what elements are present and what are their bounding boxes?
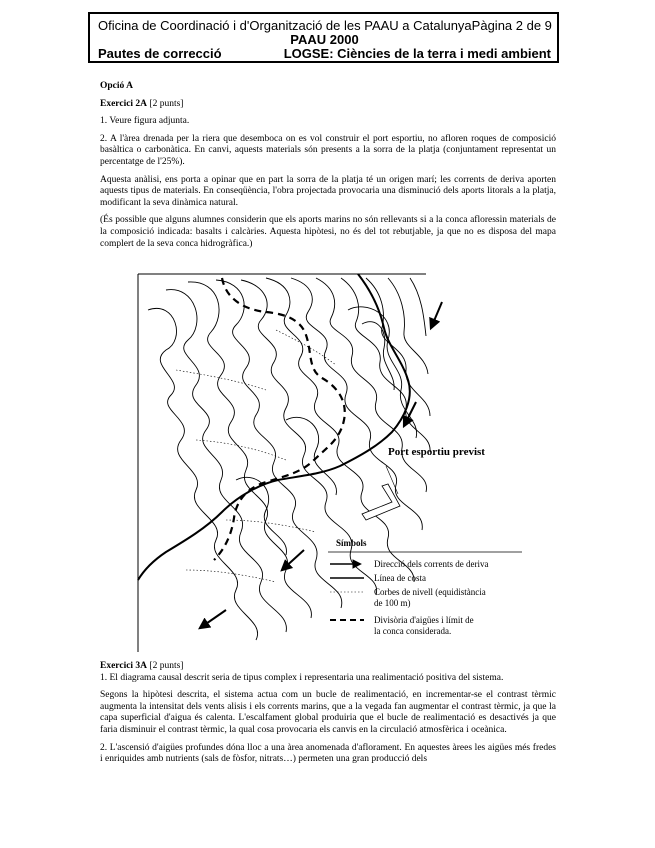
exam-header <box>88 12 559 63</box>
legend-item-divide: Divisòria d'aigües i límit de <box>374 615 474 625</box>
exercise-2a-points: [2 punts] <box>149 98 184 109</box>
drainage-divide-line <box>214 278 345 560</box>
exercise-2a-paragraph-3: Aquesta anàlisi, ens porta a opinar que en part la sorra de la platja té un origen marí; les corrents de deriva aporten aquests tipus de materials. En conseqüència, l'obra projectada provocaria una disminució dels aports litorals a la platja, modificant la seva dinàmica natural. <box>100 174 556 208</box>
legend-title: Símbols <box>336 538 367 548</box>
planned-port-structure <box>362 484 400 520</box>
exercise-2a-heading <box>100 99 556 111</box>
legend-item-contours: Corbes de nivell (equidistància <box>374 587 486 597</box>
exercise-2a-paragraph-1: 1. Veure figura adjunta. <box>100 116 190 127</box>
legend-item-drift: Direcció dels corrents de deriva <box>374 559 489 569</box>
header-row-bottom <box>98 47 551 61</box>
exercise-3a-paragraph-3: 2. L'ascensió d'aigües profundes dóna lloc a una àrea anomenada d'aflorament. En aquestes àrees les aigües més fredes i enriquides amb nutrients (sals de fòsfor, nitrats…) permeten una gran producció dels <box>100 742 556 765</box>
ridge-lines <box>176 330 336 582</box>
header-page-number: Pàgina 2 de 9 <box>471 18 552 33</box>
exercise-2a-text <box>100 81 556 250</box>
exercise-3a-heading <box>100 661 556 673</box>
exercise-3a-paragraph-1: 1. El diagrama causal descrit seria de tipus complex i representaria una realimentació positiva del sistema. <box>100 672 504 683</box>
legend-item-divide-cont: la conca considerada. <box>374 626 452 636</box>
exercise-3a-paragraph-2: Segons la hipòtesi descrita, el sistema actua com un bucle de realimentació, en incrementar-se el contrast tèrmic augmenta la intensitat dels vents alisis i els corrents marins, que a la vegada fan augmentar el contrast tèrmic, ja que la capa superficial d'aigua és calenta. L'escalfament global produiria que el bucle de realimentació es desactivés ja que faria disminuir el contrast tèrmic, la qual cosa provocaria els canvis en la circulació atmosfèrica i oceànica. <box>100 690 556 735</box>
legend-item-coastline: Línea de costa <box>374 573 426 583</box>
legend-item-contours-cont: de 100 m) <box>374 598 411 608</box>
contour-lines <box>148 278 430 640</box>
exercise-2a-paragraph-2: 2. A l'àrea drenada per la riera que desemboca on es vol construir el port esportiu, no afloren roques de composició basàltica o carbonàtica. En canvi, aquests materials són presents a la sorra de la platja (conjuntament representat un percentatge de l'25%). <box>100 133 556 167</box>
exercise-2a-title: Exercici 2A <box>100 98 148 109</box>
exercise-3a-points: [2 punts] <box>149 661 184 671</box>
exercise-2a-paragraph-4: (És possible que alguns alumnes considerin que els aports marins no són rellevants si a la conca afloressin materials de la composició indicada: basalts i calcàries. Aquesta hipòtesi, no és del tot rebutjable, ja que no es disposa del mapa complert de la seva conca hidrogràfica.) <box>100 215 556 249</box>
exercise-3a-title: Exercici 3A <box>100 661 148 671</box>
topographic-map-figure <box>126 270 532 656</box>
header-section: Pautes de correcció <box>98 46 222 61</box>
map-legend <box>328 538 522 636</box>
header-row-top <box>98 19 551 33</box>
header-exam: PAAU 2000 <box>290 32 359 47</box>
header-org: Oficina de Coordinació i d'Organització de les PAAU a Catalunya <box>98 18 472 33</box>
header-subject: LOGSE: Ciències de la terra i medi ambient <box>283 46 551 61</box>
option-title: Opció A <box>100 81 133 91</box>
coastline <box>138 274 410 580</box>
port-label: Port esportiu previst <box>388 446 485 458</box>
exercise-3a-text <box>100 661 556 766</box>
